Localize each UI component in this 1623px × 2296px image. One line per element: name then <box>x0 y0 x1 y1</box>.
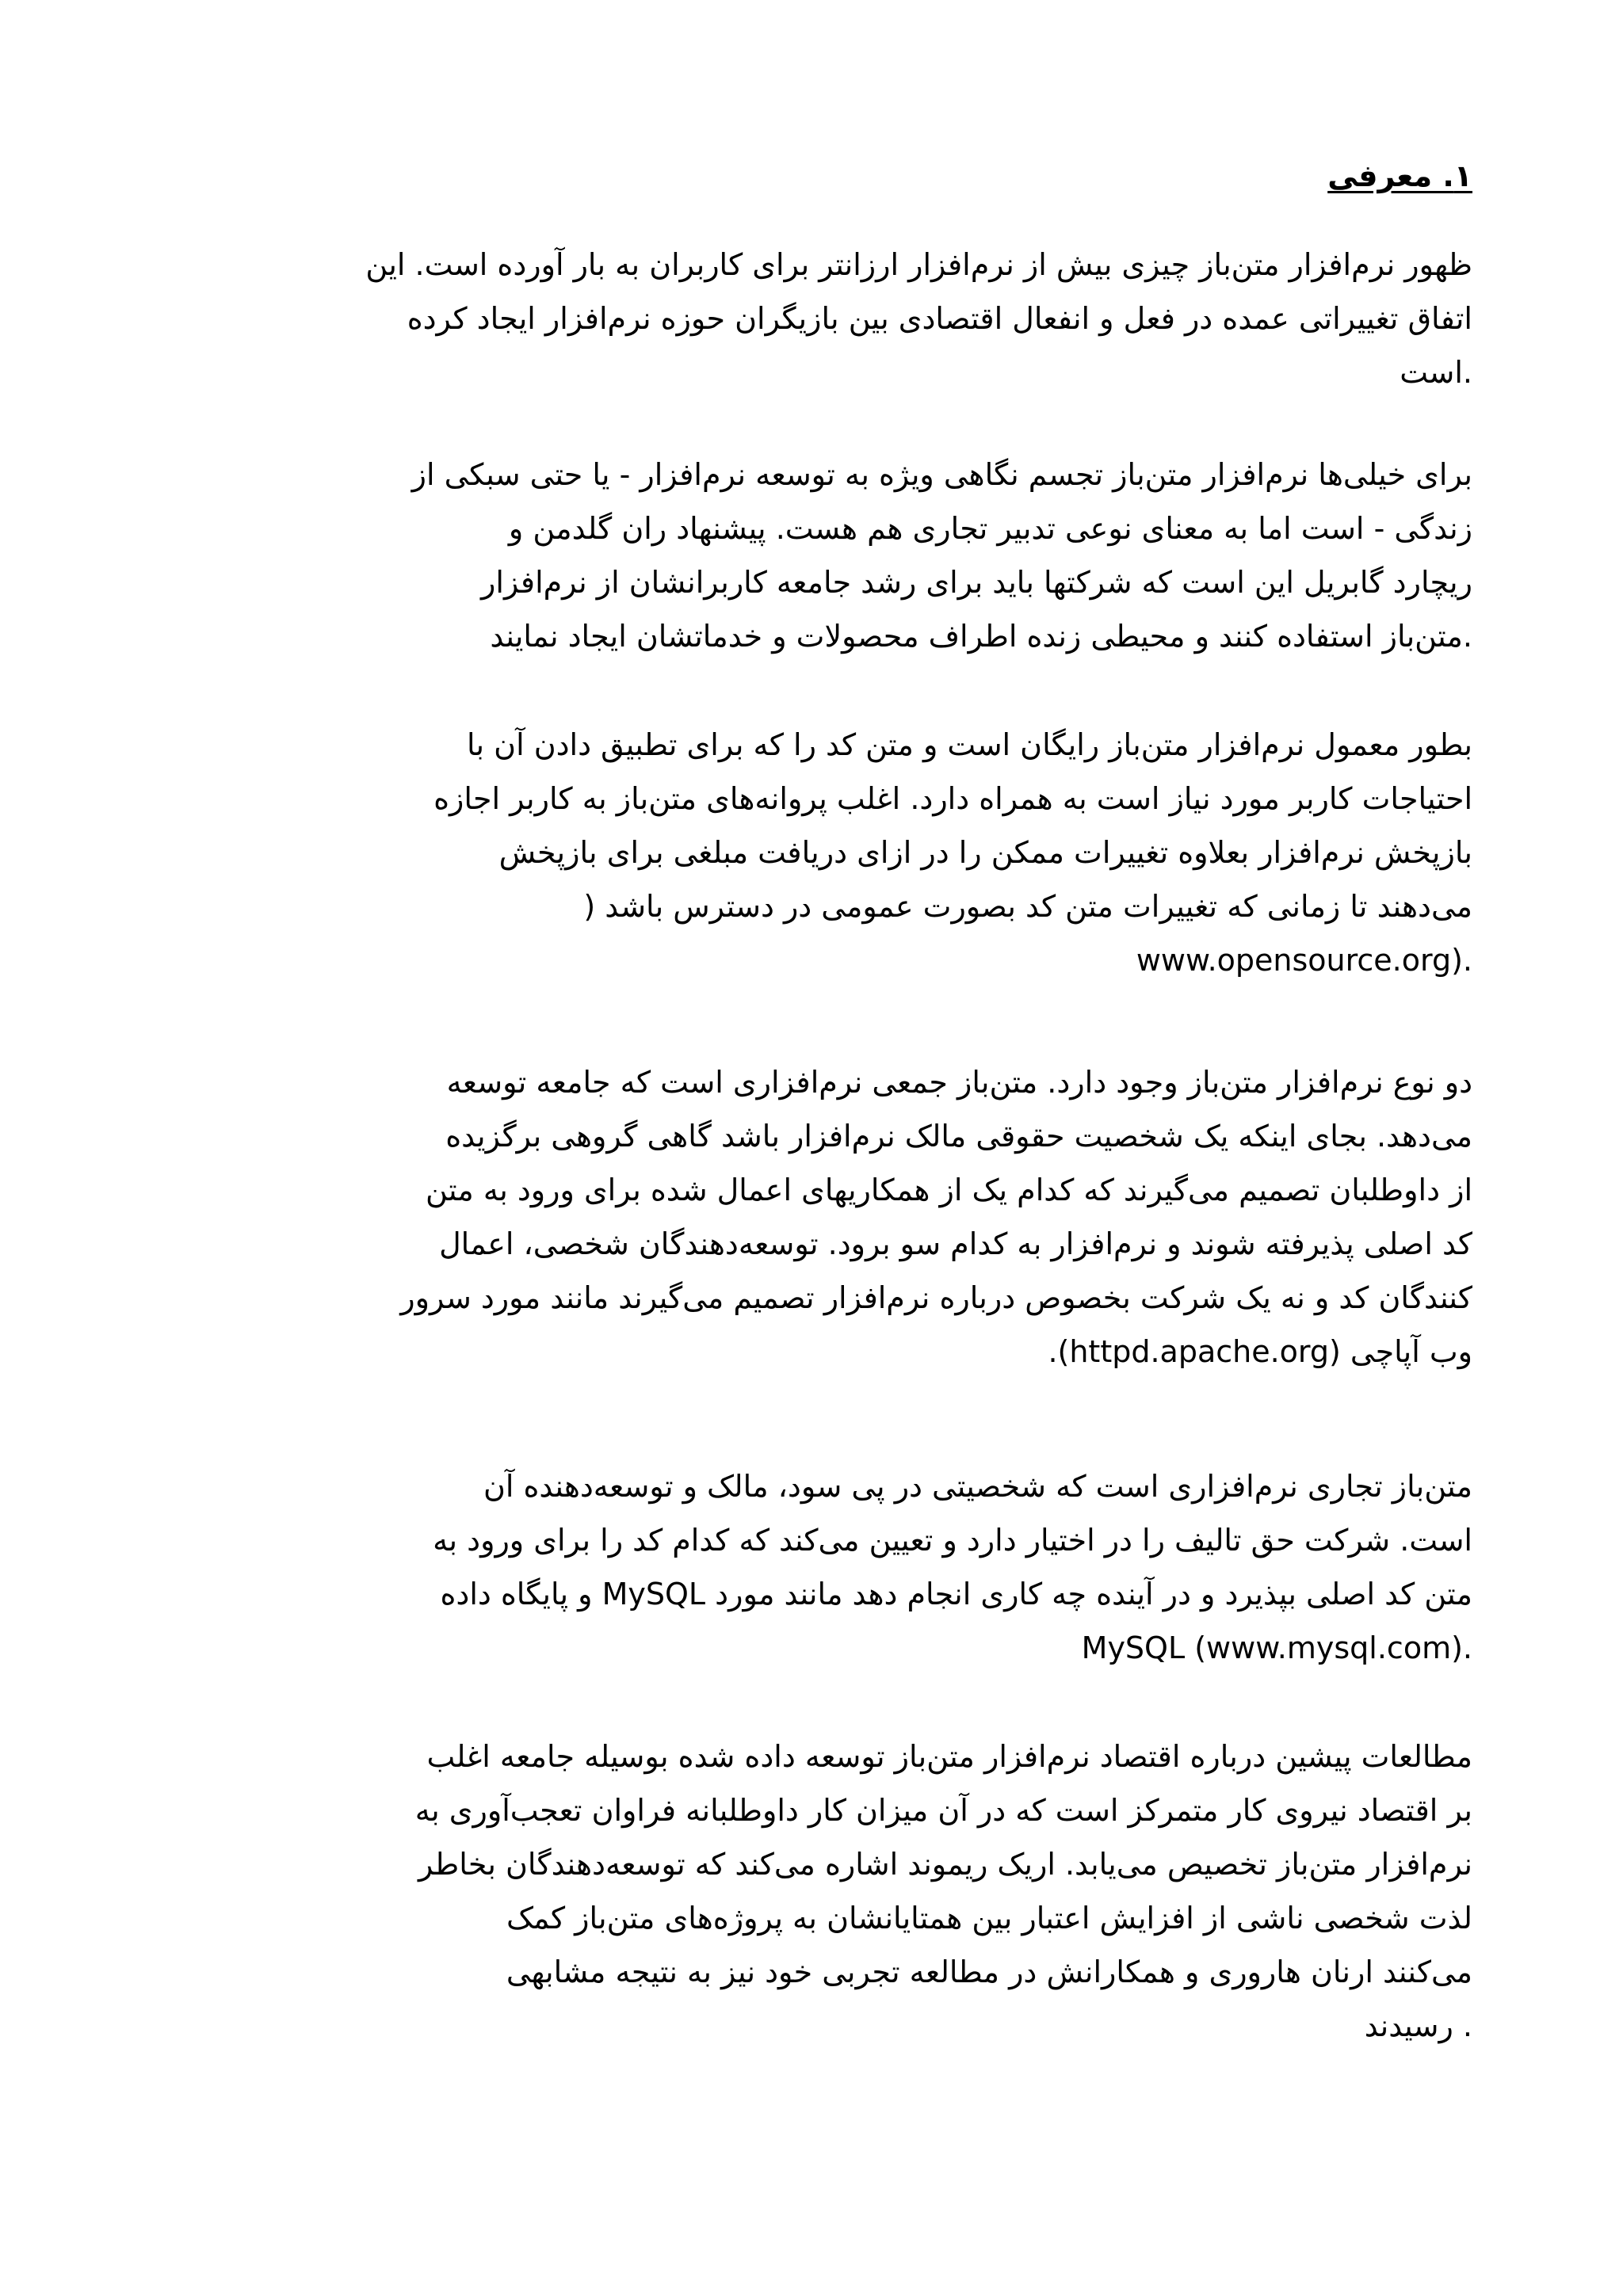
paragraph-3 <box>433 718 1472 987</box>
paragraph-line: لذت شخصی ناشی از افزایش اعتبار بین همتایانشان به پروژه‌های متن‌باز کمک <box>506 1901 1472 1936</box>
paragraph-line: .متن‌باز استفاده کنند و محیطی زنده اطراف محصولات و خدماتشان ایجاد نمایند <box>490 619 1472 654</box>
paragraph-line: احتیاجات کاربر مورد نیاز است به همراه دارد. اغلب پروانه‌های متن‌باز به کاربر اجازه <box>433 781 1472 816</box>
paragraph-line: وب آپاچی (httpd.apache.org). <box>1048 1334 1472 1369</box>
paragraph-line: . رسیدند <box>1364 2008 1472 2043</box>
paragraph-2 <box>412 448 1472 663</box>
paragraph-line: است. شرکت حق تالیف را در اختیار دارد و تعیین می‌کند که کدام کد را برای ورود به <box>433 1523 1472 1558</box>
section-heading: ۱. معرفی <box>1327 158 1472 193</box>
paragraph-line: کنندگان کد و نه یک شرکت بخصوص درباره نرم‌افزار تصمیم می‌گیرند مانند مورد سرور <box>400 1280 1472 1315</box>
paragraph-4 <box>400 1055 1472 1379</box>
opensource-link-text: www.opensource.org). <box>1136 943 1472 978</box>
paragraph-line: می‌کنند ارنان هاروری و همکارانش در مطالعه تجربی خود نیز به نتیجه مشابهی <box>506 1955 1472 1989</box>
paragraph-5 <box>433 1459 1472 1675</box>
paragraph-line: متن‌باز تجاری نرم‌افزاری است که شخصیتی در پی سود، مالک و توسعه‌دهنده آن <box>483 1469 1472 1504</box>
paragraph-6 <box>415 1730 1472 2053</box>
paragraph-line: ظهور نرم‌افزار متن‌باز چیزی بیش از نرم‌افزار ارزانتر برای کاربران به بار آورده است. این <box>365 247 1472 282</box>
paragraph-line: زندگی - است اما به معنای نوعی تدبیر تجاری هم هست. پیشنهاد ران گلدمن و <box>508 511 1472 546</box>
paragraph-line: .است <box>1400 355 1472 390</box>
paragraph-line: می‌دهند تا زمانی که تغییرات متن کد بصورت عمومی در دسترس باشد ( <box>583 889 1472 924</box>
paragraph-line: ریچارد گابریل این است که شرکتها باید برای رشد جامعه کاربرانشان از نرم‌افزار <box>481 565 1472 600</box>
paragraph-line: بازپخش نرم‌افزار بعلاوه تغییرات ممکن را در ازای دریافت مبلغی برای بازپخش <box>498 835 1472 870</box>
paragraph-line: اتفاق تغییراتی عمده در فعل و انفعال اقتصادی بین بازیگران حوزه نرم‌افزار ایجاد کرده <box>407 301 1472 336</box>
mysql-link-text: MySQL (www.mysql.com). <box>1081 1630 1472 1665</box>
paragraph-line: نرم‌افزار متن‌باز تخصیص می‌یابد. اریک ریموند اشاره می‌کند که توسعه‌دهندگان بخاطر <box>418 1847 1472 1882</box>
paragraph-line: بطور معمول نرم‌افزار متن‌باز رایگان است و متن کد را که برای تطبیق دادن آن با <box>466 727 1472 762</box>
paragraph-1 <box>365 238 1472 399</box>
paragraph-line: از داوطلبان تصمیم می‌گیرند که کدام یک از همکاریهای اعمال شده برای ورود به متن <box>426 1173 1472 1207</box>
paragraph-line: دو نوع نرم‌افزار متن‌باز وجود دارد. متن‌باز جمعی نرم‌افزاری است که جامعه توسعه <box>446 1065 1472 1100</box>
paragraph-line: مطالعات پیشین درباره اقتصاد نرم‌افزار متن‌باز توسعه داده شده بوسیله جامعه اغلب <box>426 1739 1472 1774</box>
paragraph-line: کد اصلی پذیرفته شوند و نرم‌افزار به کدام سو برود. توسعه‌دهندگان شخصی، اعمال <box>439 1226 1472 1261</box>
paragraph-line: می‌دهد. بجای اینکه یک شخصیت حقوقی مالک نرم‌افزار باشد گاهی گروهی برگزیده <box>445 1119 1472 1154</box>
paragraph-line: بر اقتصاد نیروی کار متمرکز است که در آن میزان کار داوطلبانه فراوان تعجب‌آوری به <box>414 1793 1472 1828</box>
paragraph-line: متن کد اصلی بپذیرد و در آینده چه کاری انجام دهد مانند مورد MySQL و پایگاه داده <box>440 1577 1472 1611</box>
paragraph-line: برای خیلی‌ها نرم‌افزار متن‌باز تجسم نگاهی ویژه به توسعه نرم‌افزار - یا حتی سبکی از <box>411 457 1472 492</box>
